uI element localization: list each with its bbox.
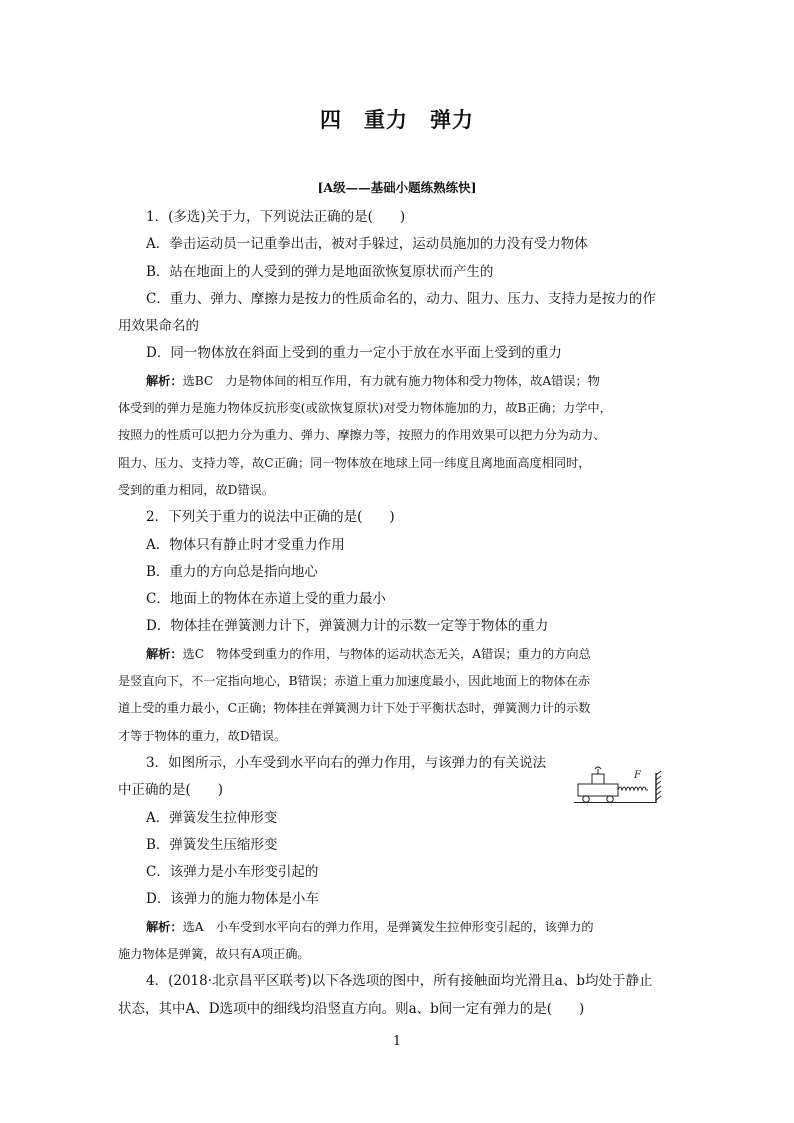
q2-analysis-label: 解析： [146, 646, 183, 661]
q1-option-c: C．重力、弹力、摩擦力是按力的性质命名的，动力、阻力、压力、支持力是按力的作 [146, 290, 656, 307]
q2-analysis-line [118, 641, 676, 668]
cart-body [578, 784, 618, 796]
section-heading: [A级——基础小题练熟练快] [317, 180, 477, 195]
q2-option-c: C．地面上的物体在赤道上受的重力最小 [146, 591, 386, 608]
q1-stem: 1．(多选)关于力，下列说法正确的是( ) [146, 209, 406, 225]
q3-option-b: B．弹簧发生压缩形变 [146, 836, 278, 853]
q2-option-b: B．重力的方向总是指向地心 [146, 563, 318, 580]
q4-stem: 4．(2018·北京昌平区联考)以下各选项的图中，所有接触面均光滑且a、b均处于静止 [146, 973, 653, 990]
cart-wheel-right [607, 796, 613, 802]
spring [618, 787, 648, 790]
q3-stem-cont: 中正确的是( ) [118, 782, 224, 799]
q3-analysis-text: 选A 小车受到水平向右的弹力作用，是弹簧发生拉伸形变引起的，该弹力的 [182, 919, 594, 934]
q2-analysis-text: 选C 物体受到重力的作用，与物体的运动状态无关，A错误；重力的方向总 [182, 646, 591, 661]
q1-option-c-cont: 用效果命名的 [118, 318, 199, 335]
q2-analysis-line: 是竖直向下，不一定指向地心，B错误；赤道上重力加速度最小，因此地面上的物体在赤 [118, 674, 591, 689]
q2-option-d: D．物体挂在弹簧测力计下，弹簧测力计的示数一定等于物体的重力 [146, 618, 549, 635]
q1-analysis-line: 阻力、压力、支持力等，故C正确；同一物体放在地球上同一纬度且离地面高度相同时， [118, 455, 591, 470]
q3-option-c: C．该弹力是小车形变引起的 [146, 864, 319, 881]
q3-option-d: D．该弹力的施力物体是小车 [146, 891, 319, 908]
q3-stem: 3．如图所示，小车受到水平向右的弹力作用，与该弹力的有关说法 [146, 754, 547, 771]
cart-spring-figure [574, 765, 670, 809]
q2-analysis-line: 道上受的重力最小，C正确；物体挂在弹簧测力计下处于平衡状态时，弹簧测力计的示数 [118, 701, 591, 716]
q1-analysis-line: 体受到的弹力是施力物体反抗形变(或欲恢复原状)对受力物体施加的力，故B正确；力学中， [118, 401, 612, 416]
wall-hatching [656, 771, 661, 800]
q2-stem: 2．下列关于重力的说法中正确的是( ) [146, 509, 395, 526]
q1-analysis-line: 受到的重力相同，故D错误。 [118, 482, 275, 497]
q3-option-a: A．弹簧发生拉伸形变 [146, 809, 278, 826]
q1-analysis-label: 解析： [146, 373, 183, 388]
cart-wheel-left [583, 796, 589, 802]
weight-block [592, 774, 604, 784]
page-title: 四 重力 弹力 [320, 107, 474, 132]
q1-option-d: D．同一物体放在斜面上受到的重力一定小于放在水平面上受到的重力 [146, 345, 562, 362]
q3-analysis-label: 解析： [146, 919, 183, 934]
q3-analysis-line: 施力物体是弹簧，故只有A项正确。 [118, 947, 310, 962]
q2-option-a: A．物体只有静止时才受重力作用 [146, 536, 345, 553]
q3-analysis-line [118, 914, 676, 941]
q1-analysis-line [118, 368, 676, 395]
q2-analysis-line: 才等于物体的重力，故D错误。 [118, 728, 287, 743]
page-number: 1 [392, 1034, 402, 1049]
q1-analysis-line: 按照力的性质可以把力分为重力、弹力、摩擦力等，按照力的作用效果可以把力分为动力、 [118, 428, 606, 443]
force-label: F [634, 770, 641, 781]
q1-option-b: B．站在地面上的人受到的弹力是地面欲恢复原状而产生的 [146, 263, 494, 280]
q1-analysis-text: 选BC 力是物体间的相互作用，有力就有施力物体和受力物体，故A错误；物 [182, 373, 600, 388]
q1-option-a: A．拳击运动员一记重拳出击，被对手躲过，运动员施加的力没有受力物体 [146, 236, 588, 253]
weight-loop [595, 767, 601, 769]
content-body [118, 204, 676, 1023]
q4-stem-cont: 状态，其中A、D选项中的细线均沿竖直方向。则a、b间一定有弹力的是( ) [118, 1000, 585, 1017]
